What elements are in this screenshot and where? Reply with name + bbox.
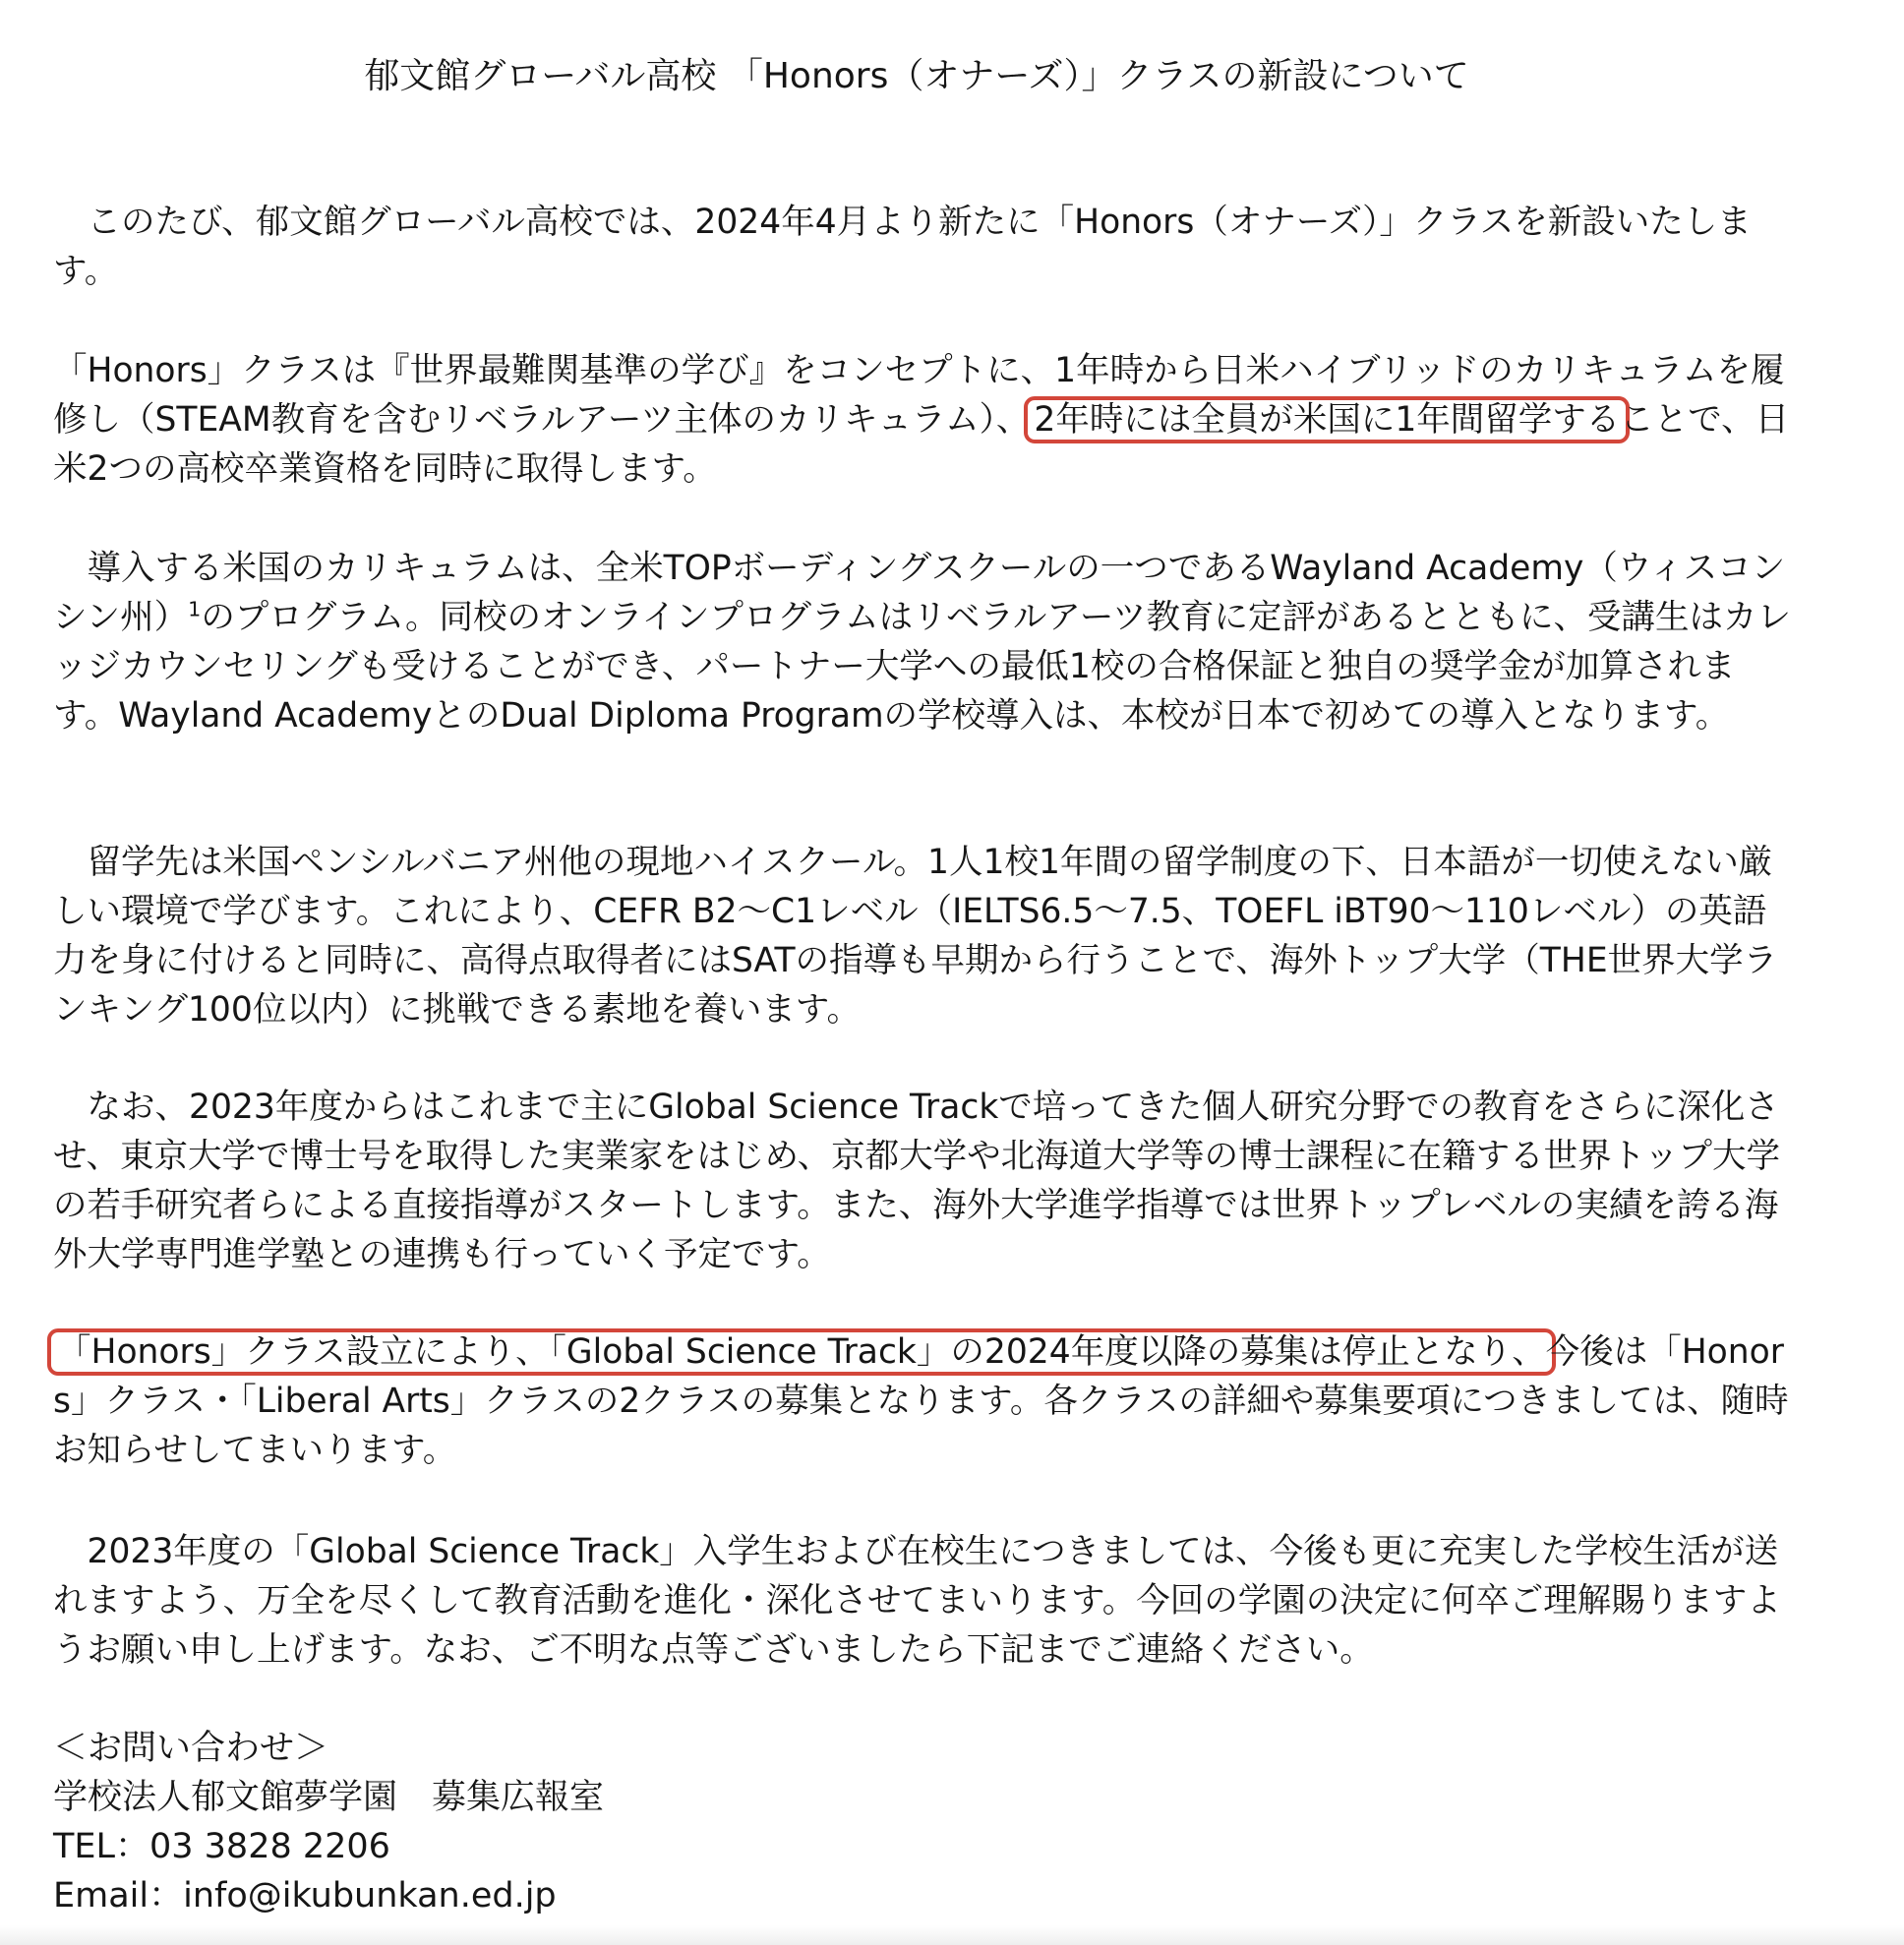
paragraph-honors-concept-tail: ことで、日米2つの高校卒業資格を同時に取得します。 — [53, 400, 1790, 489]
document-title: 郁文館グローバル高校 「Honors（オナーズ）」クラスの新設について — [364, 56, 1469, 96]
paragraph-research: なお、2023年度からはこれまで主にGlobal Science Trackで培ってきた個人研究分野での教育をさらに深化させ、東京大学で博士号を取得した実業家をはじめ、京都大学や北海道大学等の博士課程に在籍する世界トップ大学の若手研究者らによる直接指導がスタートします。また、海外大学進学指導では世界トップレベルの実績を誇る海外大学専門進学塾との連携も行っていく予定です。 — [53, 1088, 1781, 1274]
contact-email: Email：info@ikubunkan.ed.jp — [53, 1876, 557, 1916]
contact-heading: ＜お問い合わせ＞ — [53, 1729, 329, 1768]
paragraph-study-abroad: 留学先は米国ペンシルバニア州他の現地ハイスクール。1人1校1年間の留学制度の下、日本語が一切使えない厳しい環境で学びます。これにより、CEFR B2〜C1レベル（IELTS6.5〜7.5、TOEFL iBT90〜110レベル）の英語力を身に付けると同時に、高得点取得者にはSATの指導も早期から行うことで、海外トップ大学（THE世界大学ランキング100位以内）に挑戦できる素地を養います。 — [53, 843, 1778, 1030]
paragraph-recruitment-change — [53, 1327, 1792, 1475]
paragraph-honors-concept — [53, 346, 1792, 494]
highlight-study-abroad: 2年時には全員が米国に1年間留学する — [1024, 396, 1630, 443]
contact-block — [53, 1724, 1037, 1920]
paragraph-us-curriculum-tail: のプログラム。同校のオンラインプログラムはリベラルアーツ教育に定評があるとともに、受講生はカレッジカウンセリングも受けることができ、パートナー大学への最低1校の合格保証と独自の奨学金が加算されます。Wayland AcademyとのDual Diploma Programの学校導入は、本校が日本で初めての導入となります。 — [53, 598, 1791, 736]
paragraph-us-curriculum — [53, 544, 1792, 740]
paragraph-us-curriculum-text: 導入する米国のカリキュラムは、全米TOPボーディングスクールの一つであるWayland Academy（ウィスコンシン州） — [53, 549, 1786, 637]
highlight-gst-suspension: 「Honors」クラス設立により、「Global Science Track」の2024年度以降の募集は停止となり、 — [47, 1328, 1556, 1376]
footnote-marker: 1 — [188, 597, 202, 621]
paragraph-honors-concept-text: 「Honors」クラスは『世界最難関基準の学び』をコンセプトに、1年時から日米ハイブリッドのカリキュラムを履修し（STEAM教育を含むリベラルアーツ主体のカリキュラム）、 — [53, 351, 1785, 440]
contact-organization: 学校法人郁文館夢学園 募集広報室 — [53, 1778, 605, 1817]
contact-phone: TEL：03 3828 2206 — [53, 1827, 390, 1866]
page-bottom-edge — [0, 1925, 1904, 1945]
paragraph-recruitment-change-tail: 今後は「Honors」クラス・「Liberal Arts」クラスの2クラスの募集となります。各クラスの詳細や募集要項につきましては、随時お知らせしてまいります。 — [53, 1332, 1789, 1470]
paragraph-current-students: 2023年度の「Global Science Track」入学生および在校生につきましては、今後も更に充実した学校生活が送れますよう、万全を尽くして教育活動を進化・深化させてまいります。今回の学園の決定に何卒ご理解賜りますようお願い申し上げます。なお、ご不明な点等ございましたら下記までご連絡ください。 — [53, 1532, 1781, 1670]
paragraph-intro: このたび、郁文館グローバル高校では、2024年4月より新たに「Honors（オナーズ）」クラスを新設いたします。 — [53, 203, 1752, 291]
